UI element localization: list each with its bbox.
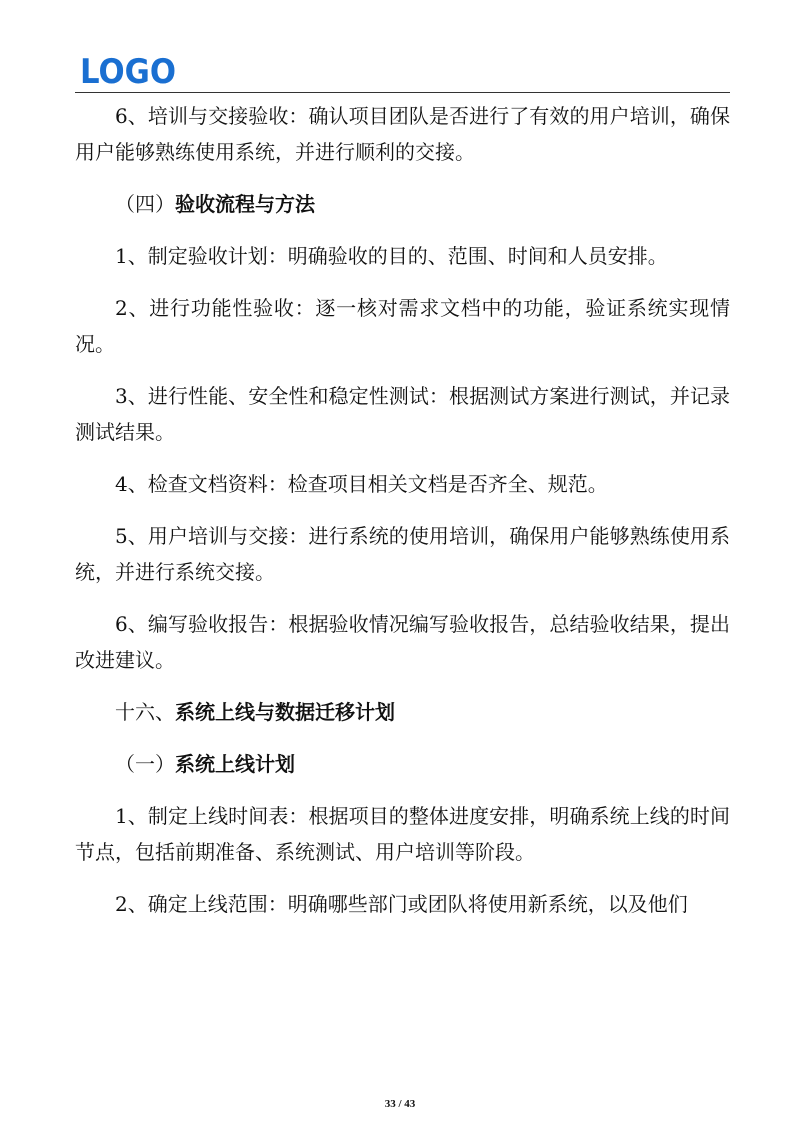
header-rule <box>75 92 730 93</box>
paragraph: 1、制定验收计划：明确验收的目的、范围、时间和人员安排。 <box>115 244 668 268</box>
paragraph: 4、检查文档资料：检查项目相关文档是否齐全、规范。 <box>115 472 608 496</box>
paragraph: 2、进行功能性验收：逐一核对需求文档中的功能，验证系统实现情况。 <box>75 296 730 356</box>
document-body <box>75 98 730 938</box>
section-heading: （四）验收流程与方法 <box>115 192 315 216</box>
section-heading: （一）系统上线计划 <box>115 752 295 776</box>
paragraph: 1、制定上线时间表：根据项目的整体进度安排，明确系统上线的时间节点，包括前期准备、系统测试、用户培训等阶段。 <box>75 804 730 864</box>
paragraph: 5、用户培训与交接：进行系统的使用培训，确保用户能够熟练使用系统，并进行系统交接。 <box>75 524 730 584</box>
paragraph: 6、编写验收报告：根据验收情况编写验收报告，总结验收结果，提出改进建议。 <box>75 612 730 672</box>
logo-icon <box>80 52 176 88</box>
logo-text: LOGO <box>80 52 176 88</box>
paragraph: 6、培训与交接验收：确认项目团队是否进行了有效的用户培训，确保用户能够熟练使用系统，并进行顺利的交接。 <box>75 104 730 164</box>
chapter-heading: 十六、系统上线与数据迁移计划 <box>115 700 395 724</box>
page-number: 33 / 43 <box>384 1098 416 1110</box>
paragraph: 3、进行性能、安全性和稳定性测试：根据测试方案进行测试，并记录测试结果。 <box>75 384 730 444</box>
paragraph: 2、确定上线范围：明确哪些部门或团队将使用新系统，以及他们 <box>115 892 688 916</box>
